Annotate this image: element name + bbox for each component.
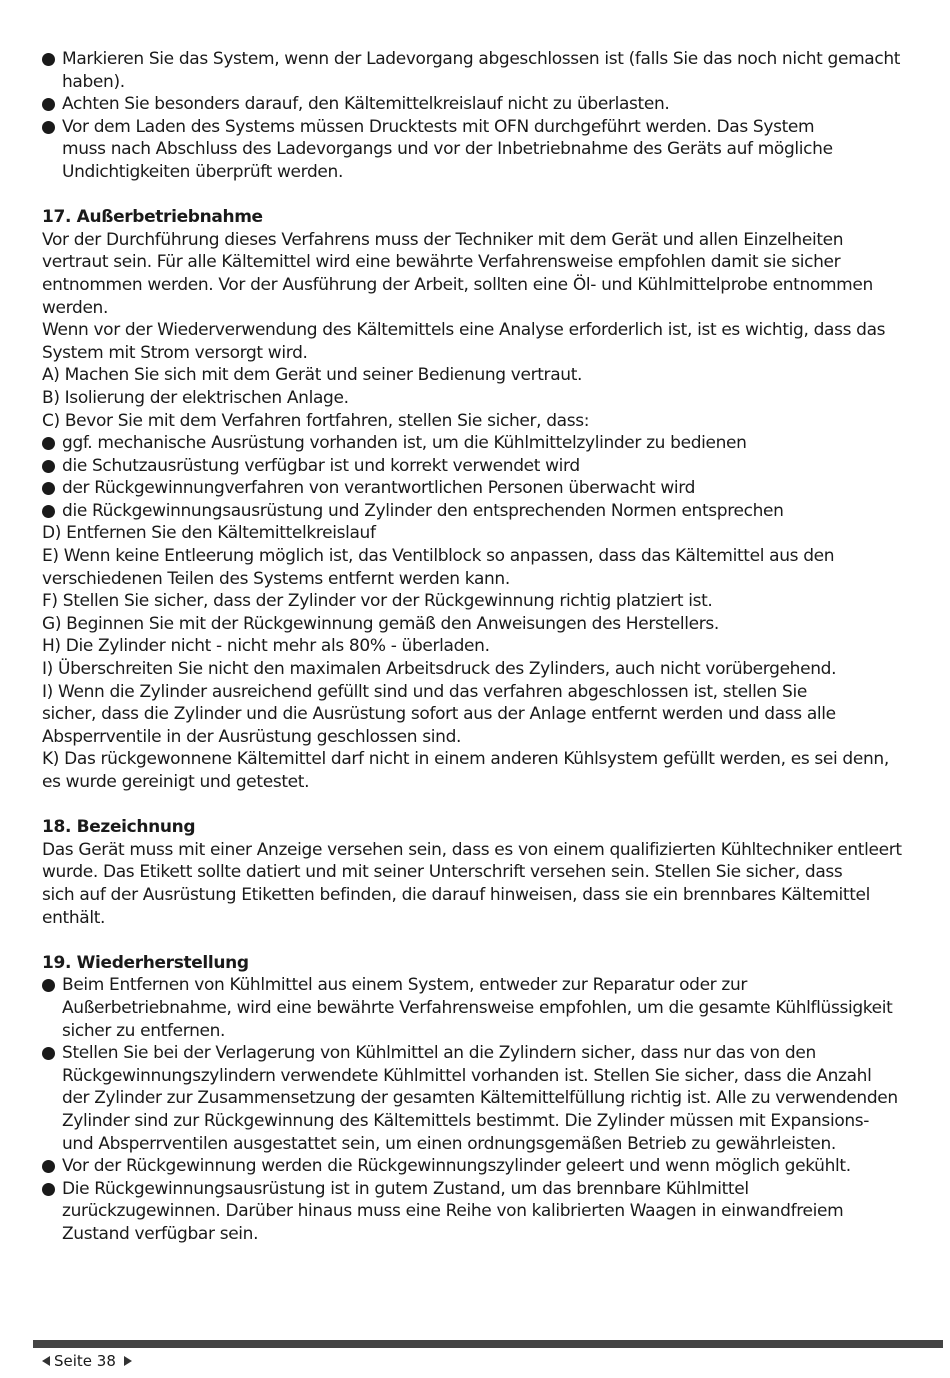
bullet-item <box>42 432 926 455</box>
text-line: Die Rückgewinnungsausrüstung ist in gutem Zustand, um das brennbare Kühlmittel <box>62 1178 749 1199</box>
text-line: Außerbetriebnahme, wird eine bewährte Verfahrensweise empfohlen, um die gesamte Kühlflüssigkeit <box>62 997 893 1018</box>
triangle-left-icon[interactable] <box>42 1356 50 1366</box>
bullet-item <box>42 974 926 1042</box>
bullet-item <box>42 455 926 478</box>
text-line: Absperrventile in der Ausrüstung geschlossen sind. <box>42 726 462 747</box>
text-line: F) Stellen Sie sicher, dass der Zylinder vor der Rückgewinnung richtig platziert ist. <box>42 591 713 612</box>
text-line: entnommen werden. Vor der Ausführung der Arbeit, sollten eine Öl- und Kühlmittelprobe entnommen <box>42 274 873 295</box>
text-line: Wenn vor der Wiederverwendung des Kältemittels eine Analyse erforderlich ist, ist es wichtig, dass das <box>42 320 886 341</box>
text-line: D) Entfernen Sie den Kältemittelkreislauf <box>42 523 376 544</box>
text-line: B) Isolierung der elektrischen Anlage. <box>42 387 349 408</box>
text-line: K) Das rückgewonnene Kältemittel darf nicht in einem anderen Kühlsystem gefüllt werden, es sei denn, <box>42 749 889 770</box>
section-heading: 17. Außerbetriebnahme <box>42 207 263 228</box>
text-line: Vor dem Laden des Systems müssen Drucktests mit OFN durchgeführt werden. Das System <box>62 116 815 137</box>
text-line: Rückgewinnungszylindern verwendete Kühlmittel vorhanden ist. Stellen Sie sicher, dass die Anzahl <box>62 1065 872 1086</box>
text-line: Stellen Sie bei der Verlagerung von Kühlmittel an die Zylindern sicher, dass nur das von den <box>62 1043 816 1064</box>
bullet-item <box>42 1042 926 1155</box>
text-line: die Rückgewinnungsausrüstung und Zylinder den entsprechenden Normen entsprechen <box>62 500 784 521</box>
bullet-item <box>42 116 926 184</box>
text-line: Das Gerät muss mit einer Anzeige versehen sein, dass es von einem qualifizierten Kühltechniker entleert <box>42 839 902 860</box>
bullet-item <box>42 48 926 93</box>
text-line: Beim Entfernen von Kühlmittel aus einem System, entweder zur Reparatur oder zur <box>62 975 748 996</box>
text-line: sich auf der Ausrüstung Etiketten befinden, die darauf hinweisen, dass sie ein brennbares Kältemittel <box>42 884 871 905</box>
triangle-right-icon[interactable] <box>124 1356 132 1366</box>
text-line: und Absperrventilen ausgestattet sein, um einen ordnungsgemäßen Betrieb zu gewährleisten. <box>62 1133 836 1154</box>
text-line: I) Wenn die Zylinder ausreichend gefüllt sind und das verfahren abgeschlossen ist, stellen Sie <box>42 681 807 702</box>
text-line: enthält. <box>42 907 106 928</box>
text-line: A) Machen Sie sich mit dem Gerät und seiner Bedienung vertraut. <box>42 365 583 386</box>
bullet-item <box>42 477 926 500</box>
text-line: Undichtigkeiten überprüft werden. <box>62 161 344 182</box>
text-line: Zylinder sind zur Rückgewinnung des Kältemittels bestimmt. Die Zylinder müssen mit Expansions- <box>62 1110 870 1131</box>
section-heading: 19. Wiederherstellung <box>42 952 249 973</box>
text-line: System mit Strom versorgt wird. <box>42 342 308 363</box>
text-line: Achten Sie besonders darauf, den Kältemittelkreislauf nicht zu überlasten. <box>62 94 670 115</box>
page-footer <box>42 1352 132 1370</box>
text-line: Markieren Sie das System, wenn der Ladevorgang abgeschlossen ist (falls Sie das noch nicht gemacht <box>62 49 901 69</box>
text-line: I) Überschreiten Sie nicht den maximalen Arbeitsdruck des Zylinders, auch nicht vorübergehend. <box>42 659 837 680</box>
text-line: zurückzugewinnen. Darüber hinaus muss eine Reihe von kalibrierten Waagen in einwandfreiem <box>62 1201 844 1222</box>
text-line: muss nach Abschluss des Ladevorgangs und vor der Inbetriebnahme des Geräts auf mögliche <box>62 139 833 160</box>
text-line: Zustand verfügbar sein. <box>62 1223 259 1244</box>
page-content <box>42 48 926 1245</box>
bullet-item <box>42 1155 926 1178</box>
bullet-item <box>42 1178 926 1246</box>
text-line: sicher, dass die Zylinder und die Ausrüstung sofort aus der Anlage entfernt werden und dass alle <box>42 704 836 725</box>
text-line: vertraut sein. Für alle Kältemittel wird eine bewährte Verfahrensweise empfohlen damit sie sicher <box>42 252 841 273</box>
text-line: der Rückgewinnungverfahren von verantwortlichen Personen überwacht wird <box>62 478 696 499</box>
text-line: sicher zu entfernen. <box>62 1020 226 1041</box>
text-line: H) Die Zylinder nicht - nicht mehr als 80% - überladen. <box>42 636 490 657</box>
text-line: verschiedenen Teilen des Systems entfernt werden kann. <box>42 568 510 589</box>
text-line: C) Bevor Sie mit dem Verfahren fortfahren, stellen Sie sicher, dass: <box>42 410 590 431</box>
text-line: Vor der Durchführung dieses Verfahrens muss der Techniker mit dem Gerät und allen Einzelheiten <box>42 229 844 250</box>
text-line: es wurde gereinigt und getestet. <box>42 772 310 792</box>
text-line: Vor der Rückgewinnung werden die Rückgewinnungszylinder geleert und wenn möglich gekühlt. <box>62 1156 851 1177</box>
text-line: E) Wenn keine Entleerung möglich ist, das Ventilblock so anpassen, dass das Kältemittel aus den <box>42 546 835 567</box>
text-line: G) Beginnen Sie mit der Rückgewinnung gemäß den Anweisungen des Herstellers. <box>42 613 719 634</box>
text-line: werden. <box>42 297 109 318</box>
text-line: wurde. Das Etikett sollte datiert und mit seiner Unterschrift versehen sein. Stellen Sie sicher, dass <box>42 862 843 883</box>
text-line: der Zylinder zur Zusammensetzung der gesamten Kältemittelfüllung richtig ist. Alle zu verwendenden <box>62 1088 898 1109</box>
text-line: haben). <box>62 71 125 92</box>
footer-divider <box>33 1340 943 1348</box>
bullet-item <box>42 500 926 523</box>
bullet-item <box>42 93 926 116</box>
section-heading: 18. Bezeichnung <box>42 817 196 838</box>
text-line: die Schutzausrüstung verfügbar ist und korrekt verwendet wird <box>62 455 580 476</box>
page-number: Seite 38 <box>54 1352 116 1370</box>
text-line: ggf. mechanische Ausrüstung vorhanden ist, um die Kühlmittelzylinder zu bedienen <box>62 433 747 454</box>
